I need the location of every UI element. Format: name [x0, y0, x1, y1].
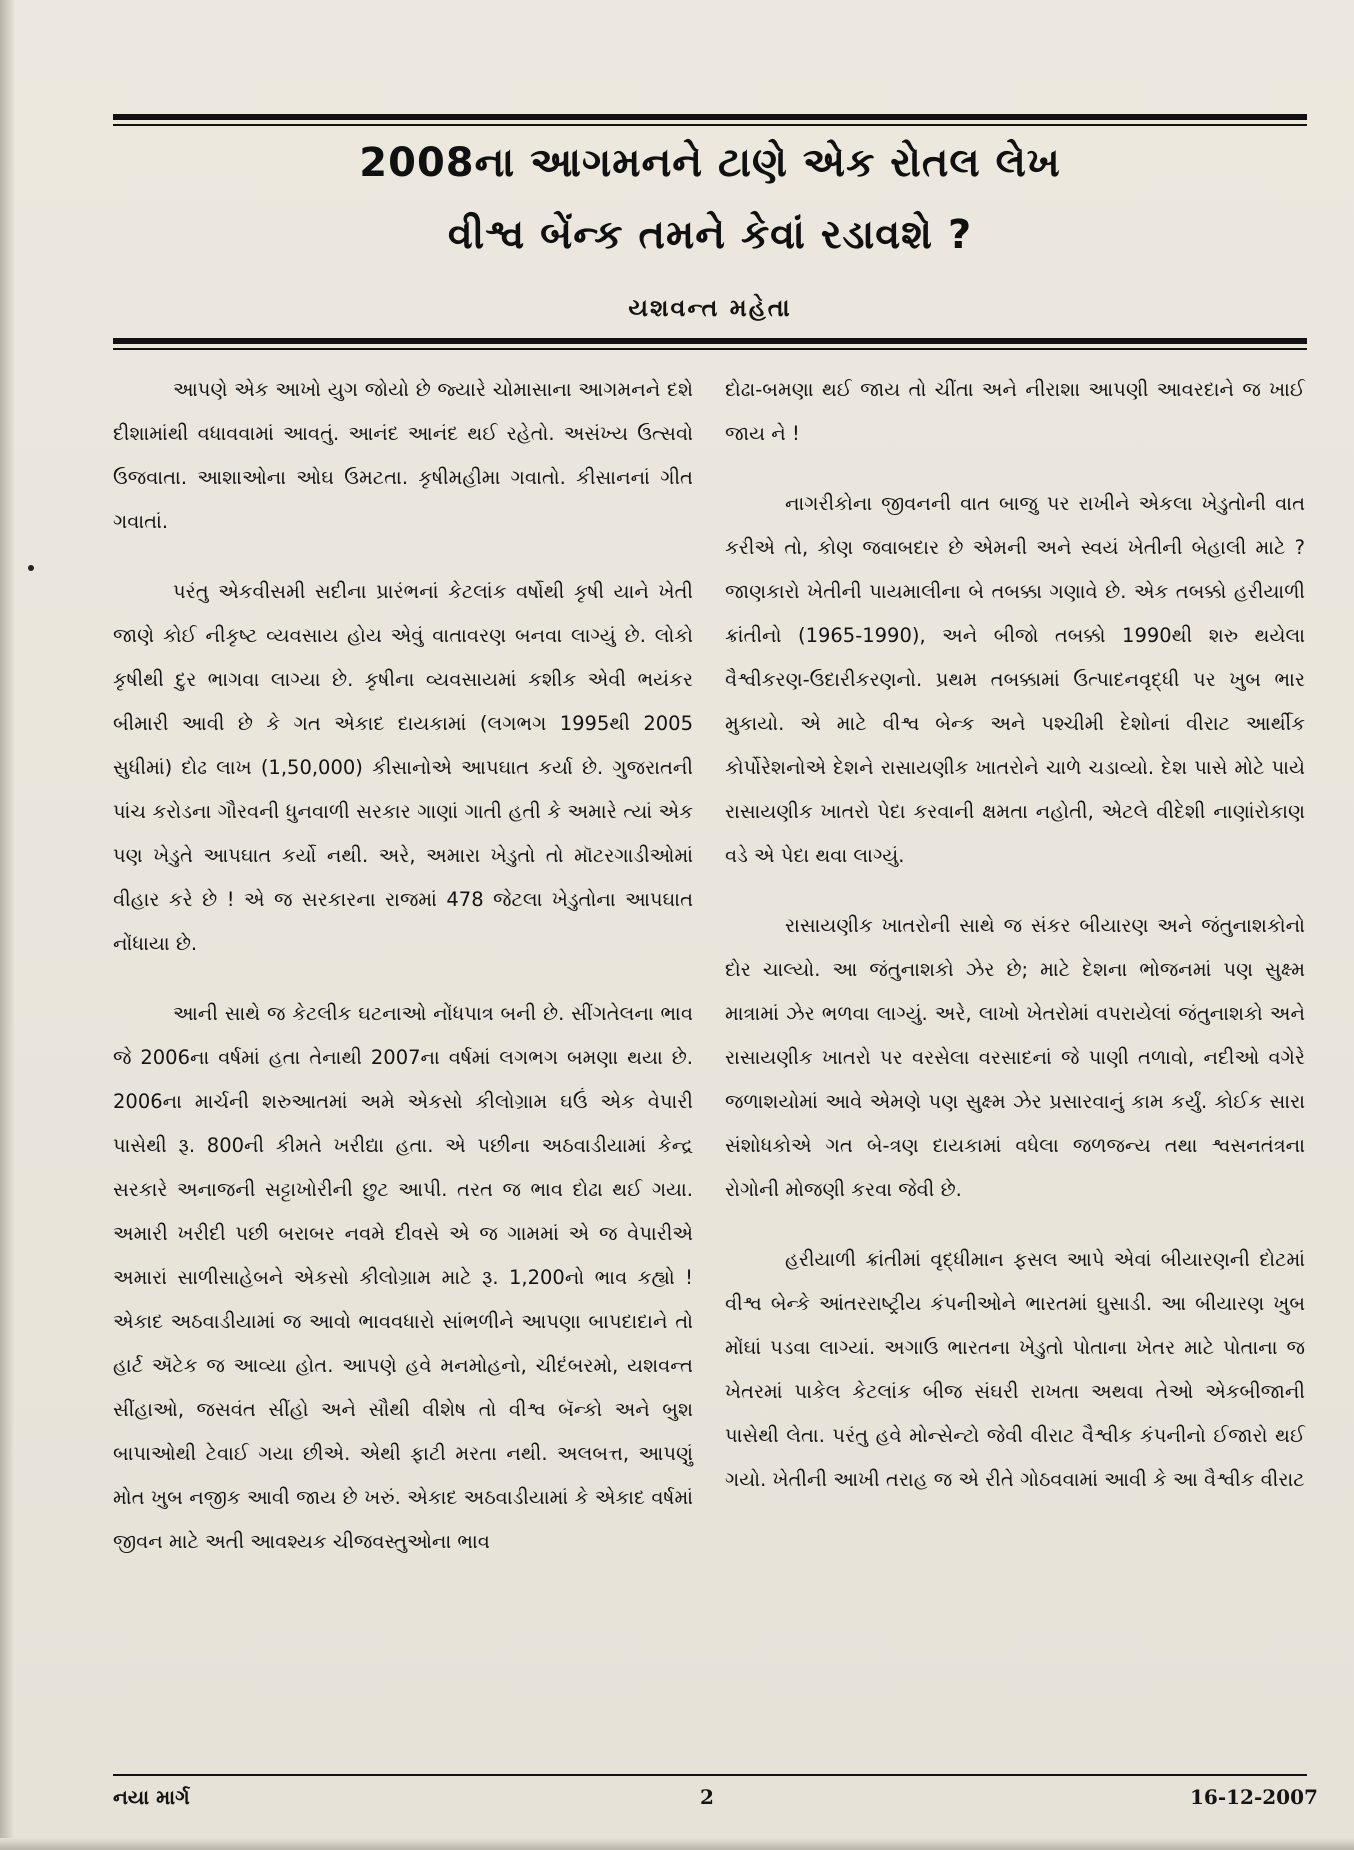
footer-rule	[113, 1774, 1307, 1776]
paragraph-continued: દોઢા-બમણા થઈ જાય તો ચીંતા અને નીરાશા આપણી આવરદાને જ ખાઈ જાય ને !	[725, 378, 1305, 445]
paragraph: આની સાથે જ કેટલીક ઘટનાઓ નોંધપાત્ર બની છે. સીંગતેલના ભાવ જે 2006ના વર્ષમાં હતા તેનાથી 2007ના વર્ષમાં લગભગ બમણા થયા છે. 2006ના માર્ચની શરુઆતમાં અમે એકસો કીલોગ્રામ ઘઉં એક વેપારી પાસેથી રૂ. 800ની કીમતે ખરીદ્યા હતા. એ પછીના અઠવાડીયામાં કેન્દ્ર સરકારે અનાજની સટ્ટાખોરીની છુટ આપી. તરત જ ભાવ દોઢા થઈ ગયા. અમારી ખરીદી પછી બરાબર નવમે દીવસે એ જ ગામમાં એ જ વેપારીએ અમારાં સાળીસાહેબને એકસો કીલોગ્રામ માટે રૂ. 1,200નો ભાવ કહ્યો ! એકાદ અઠવાડીયામાં જ આવો ભાવવધારો સાંભળીને આપણા બાપદાદાને તો હાર્ટ ઍટેક જ આવ્યા હોત. આપણે હવે મનમોહનો, ચીદંબરમો, યશવન્ત સીંહાઓ, જસવંત સીંહો અને સૌથી વીશેષ તો વીશ્વ બૅન્કો અને બુશ બાપાઓથી ટેવાઈ ગયા છીએ. એથી ફાટી મરતા નથી. અલબત્ત, આપણું મોત ખુબ નજીક આવી જાય છે ખરું. એકાદ અઠવાડીયામાં કે એકાદ વર્ષમાં જીવન માટે અતી આવશ્યક ચીજવસ્તુઓના ભાવ	[113, 1002, 693, 1553]
article-author: યશવન્ત મહેતા	[628, 294, 792, 322]
page-edge-bottom	[0, 1838, 1354, 1850]
paragraph: આપણે એક આખો યુગ જોયો છે જ્યારે ચોમાસાના આગમનને દશે દીશામાંથી વધાવવામાં આવતું. આનંદ આનંદ થઈ રહેતો. અસંખ્ય ઉત્સવો ઉજવાતા. આશાઓના ઓઘ ઉમટતા. કૃષીમહીમા ગવાતો. કીસાનનાં ગીત ગવાતાં.	[113, 378, 693, 533]
stray-dot	[28, 565, 34, 571]
article-title-line2: વીશ્વ બેંન્ક તમને કેવાં રડાવશે ?	[447, 212, 973, 258]
article-title-line1: 2008ના આગમનને ટાણે એક રોતલ લેખ	[359, 140, 1061, 186]
footer-publication: નયા માર્ગ	[113, 1785, 190, 1809]
footer-date: 16-12-2007	[1190, 1785, 1318, 1809]
paragraph: નાગરીકોના જીવનની વાત બાજુ પર રાખીને એકલા ખેડુતોની વાત કરીએ તો, કોણ જવાબદાર છે એમની અને સ્વયં ખેતીની બેહાલી માટે ? જાણકારો ખેતીની પાયમાલીના બે તબક્કા ગણાવે છે. એક તબક્કો હરીયાળી ક્રાંતીનો (1965-1990), અને બીજો તબક્કો 1990થી શરુ થયેલા વૈશ્વીકરણ-ઉદારીકરણનો. પ્રથમ તબક્કામાં ઉત્પાદનવૃદ્ધી પર ખુબ ભાર મુકાયો. એ માટે વીશ્વ બેન્ક અને પશ્ચીમી દેશોનાં વીરાટ આર્થીક કોર્પોરેશનોએ દેશને રાસાયણીક ખાતરોને ચાળે ચડાવ્યો. દેશ પાસે મોટે પાયે રાસાયણીક ખાતરો પેદા કરવાની ક્ષમતા નહોતી, એટલે વીદેશી નાણાંરોકાણ વડે એ પેદા થવા લાગ્યું.	[725, 492, 1305, 867]
footer-page-number: 2	[700, 1785, 714, 1809]
paragraph: હરીયાળી ક્રાંતીમાં વૃદ્ધીમાન ફસલ આપે એવાં બીયારણની દોટમાં વીશ્વ બેન્કે આંતરરાષ્ટ્રીય કંપનીઓને ભારતમાં ઘુસાડી. આ બીયારણ ખુબ મોંઘાં પડવા લાગ્યાં. અગાઉ ભારતના ખેડુતો પોતાના ખેતર માટે પોતાના જ ખેતરમાં પાકેલ કેટલાંક બીજ સંઘરી રાખતા અથવા તેઓ એકબીજાની પાસેથી લેતા. પરંતુ હવે મોન્સેન્ટો જેવી વીરાટ વૈશ્વીક કંપનીનો ઈજારો થઈ ગયો. ખેતીની આખી તરાહ જ એ રીતે ગોઠવવામાં આવી કે આ વૈશ્વીક વીરાટ	[725, 1248, 1305, 1491]
right-column	[725, 368, 1305, 1528]
paragraph: પરંતુ એકવીસમી સદીના પ્રારંભનાં કેટલાંક વર્ષોથી કૃષી યાને ખેતી જાણે કોઈ નીકૃષ્ટ વ્યવસાય હોય એવું વાતાવરણ બનવા લાગ્યું છે. લોકો કૃષીથી દુર ભાગવા લાગ્યા છે. કૃષીના વ્યવસાયમાં કશીક એવી ભયંકર બીમારી આવી છે કે ગત એકાદ દાયકામાં (લગભગ 1995થી 2005 સુધીમાં) દોઢ લાખ (1,50,000) કીસાનોએ આપઘાત કર્યા છે. ગુજરાતની પાંચ કરોડના ગૌરવની ધુનવાળી સરકાર ગાણાં ગાતી હતી કે અમારે ત્યાં એક પણ ખેડુતે આપઘાત કર્યો નથી. અરે, અમારા ખેડુતો તો મૉટરગાડીઓમાં વીહાર કરે છે ! એ જ સરકારના રાજમાં 478 જેટલા ખેડુતોના આપઘાત નોંધાયા છે.	[113, 580, 693, 955]
paragraph: રાસાયણીક ખાતરોની સાથે જ સંકર બીયારણ અને જંતુનાશકોનો દોર ચાલ્યો. આ જંતુનાશકો ઝેર છે; માટે દેશના ભોજનમાં પણ સુક્ષ્મ માત્રામાં ઝેર ભળવા લાગ્યું. અરે, લાખો ખેતરોમાં વપરાયેલાં જંતુનાશકો અને રાસાયણીક ખાતરો પર વરસેલા વરસાદનાં જે પાણી તળાવો, નદીઓ વગેરે જળાશયોમાં આવે એમણે પણ સુક્ષ્મ ઝેર પ્રસારવાનું કામ કર્યું. કોઈક સારા સંશોધકોએ ગત બે-ત્રણ દાયકામાં વધેલા જળજન્ય તથા શ્વસનતંત્રના રોગોની મોજણી કરવા જેવી છે.	[725, 914, 1305, 1201]
left-column	[113, 368, 693, 1590]
header-rule-thin	[113, 348, 1307, 350]
top-rule-thick	[113, 114, 1307, 120]
top-rule-thin	[113, 124, 1307, 126]
page-edge-left	[0, 0, 14, 1850]
header-rule-thick	[113, 338, 1307, 344]
